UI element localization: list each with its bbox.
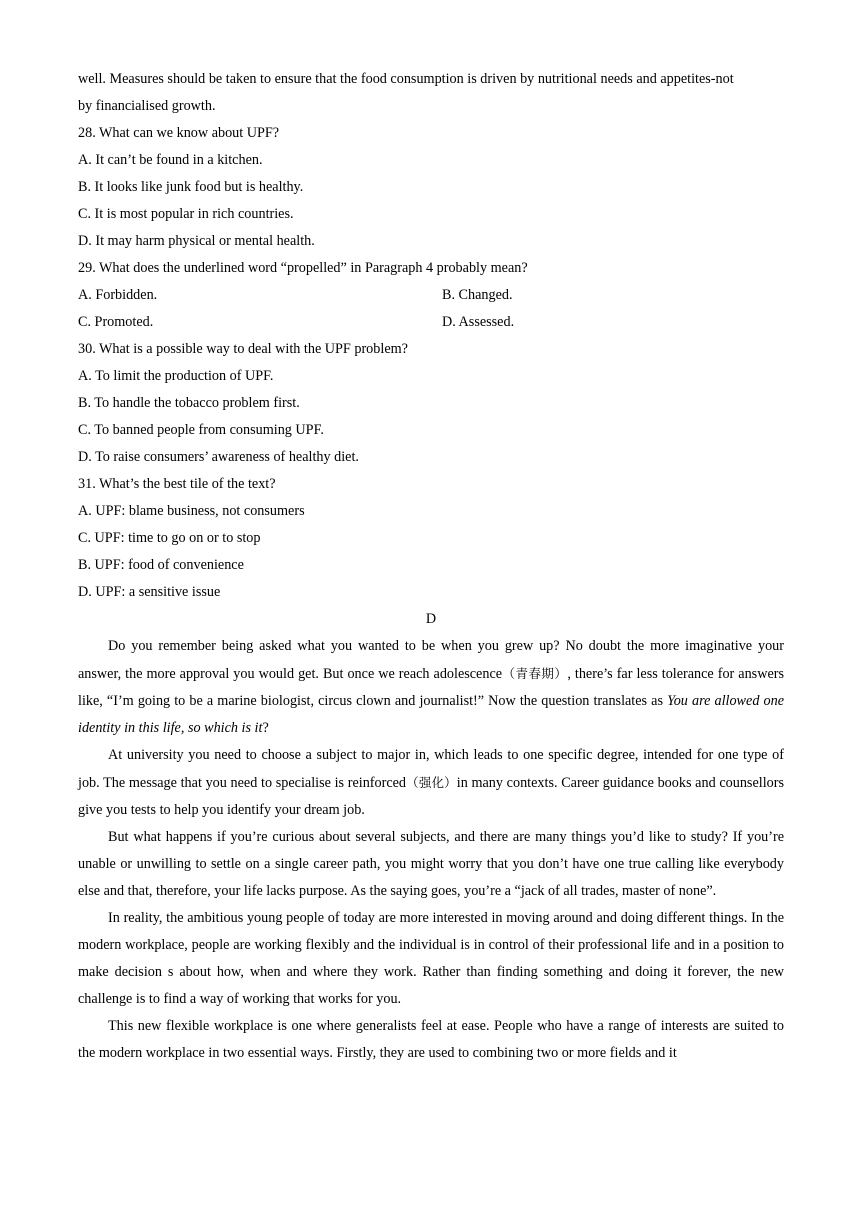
question-stem: 29. What does the underlined word “propelled” in Paragraph 4 probably mean? [78, 260, 528, 276]
option-d: D. Assessed. [442, 314, 515, 330]
paragraph-3: But what happens if you’re curious about several subjects, and there are many things you’d like to study? If you’re unable or unwilling to settle on a single career path, you might worry that you don’t have one true calling like everybody else and that, therefore, your life lacks purpose. As the saying goes, you’re a “jack of all trades, master of none”. [78, 829, 784, 899]
paragraph-2-gloss: （强化） [406, 775, 457, 790]
paragraph-5: This new flexible workplace is one where generalists feel at ease. People who have a range of interests are suited to the modern workplace in two essential ways. Firstly, they are used to combining two or more fields and it [78, 1018, 784, 1061]
intro-line-2: by financialised growth. [78, 98, 216, 114]
option-b: B. It looks like junk food but is healthy. [78, 179, 304, 195]
paragraph-1-end: ? [262, 720, 269, 736]
paragraph-2-text-a: At university you need to choose a subject to major in, which leads to one specific degree, intended for one type of job. The message that you need to specialise is reinforced [78, 747, 784, 791]
option-c: C. Promoted. [78, 314, 154, 330]
document-page [78, 66, 784, 1067]
paragraph-2-text-b: in many contexts. Career guidance books and counsellors give you tests to help you identify your dream job. [78, 775, 784, 818]
option-b: B. To handle the tobacco problem first. [78, 395, 300, 411]
options-row-2 [78, 309, 784, 336]
paragraph-4: In reality, the ambitious young people of today are more interested in moving around and doing different things. In the modern workplace, people are working flexibly and the individual is in control of their professional life and in a position to make decision s about how, when and where they work. Rather than finding something and doing it forever, the new challenge is to find a way of working that works for you. [78, 910, 784, 1007]
option-b: B. Changed. [442, 287, 513, 303]
paragraph-1 [78, 633, 784, 742]
paragraph-1-text-b: , there’s far less tolerance for answers like, “I’m going to be a marine biologist, circus clown and journalist!” Now the question translates as [78, 666, 784, 709]
option-a: A. To limit the production of UPF. [78, 368, 274, 384]
question-31 [78, 471, 784, 606]
option-d: D. It may harm physical or mental health. [78, 233, 315, 249]
options-row-1 [78, 282, 784, 309]
paragraph-1-gloss: （青春期） [502, 666, 568, 681]
question-29 [78, 255, 784, 336]
option-a: A. UPF: blame business, not consumers [78, 503, 305, 519]
option-d: D. To raise consumers’ awareness of healthy diet. [78, 449, 359, 465]
option-c: C. UPF: time to go on or to stop [78, 530, 261, 546]
question-stem: 30. What is a possible way to deal with the UPF problem? [78, 341, 408, 357]
paragraph-2 [78, 742, 784, 824]
paragraph-1-text-a: Do you remember being asked what you wanted to be when you grew up? No doubt the more imaginative your answer, the more approval you would get. But once we reach adolescence [78, 638, 784, 682]
option-a: A. It can’t be found in a kitchen. [78, 152, 263, 168]
section-heading: D [425, 611, 437, 627]
option-a: A. Forbidden. [78, 287, 158, 303]
option-d: D. UPF: a sensitive issue [78, 584, 221, 600]
option-c: C. To banned people from consuming UPF. [78, 422, 324, 438]
option-b: B. UPF: food of convenience [78, 557, 244, 573]
question-30 [78, 336, 784, 471]
question-28 [78, 120, 784, 255]
option-c: C. It is most popular in rich countries. [78, 206, 294, 222]
paragraph-1-italic: You are allowed one identity in this life, so which is it [78, 693, 784, 736]
question-stem: 31. What’s the best tile of the text? [78, 476, 276, 492]
intro-line-1: well. Measures should be taken to ensure that the food consumption is driven by nutritional needs and appetites-not [78, 71, 734, 87]
question-stem: 28. What can we know about UPF? [78, 125, 280, 141]
